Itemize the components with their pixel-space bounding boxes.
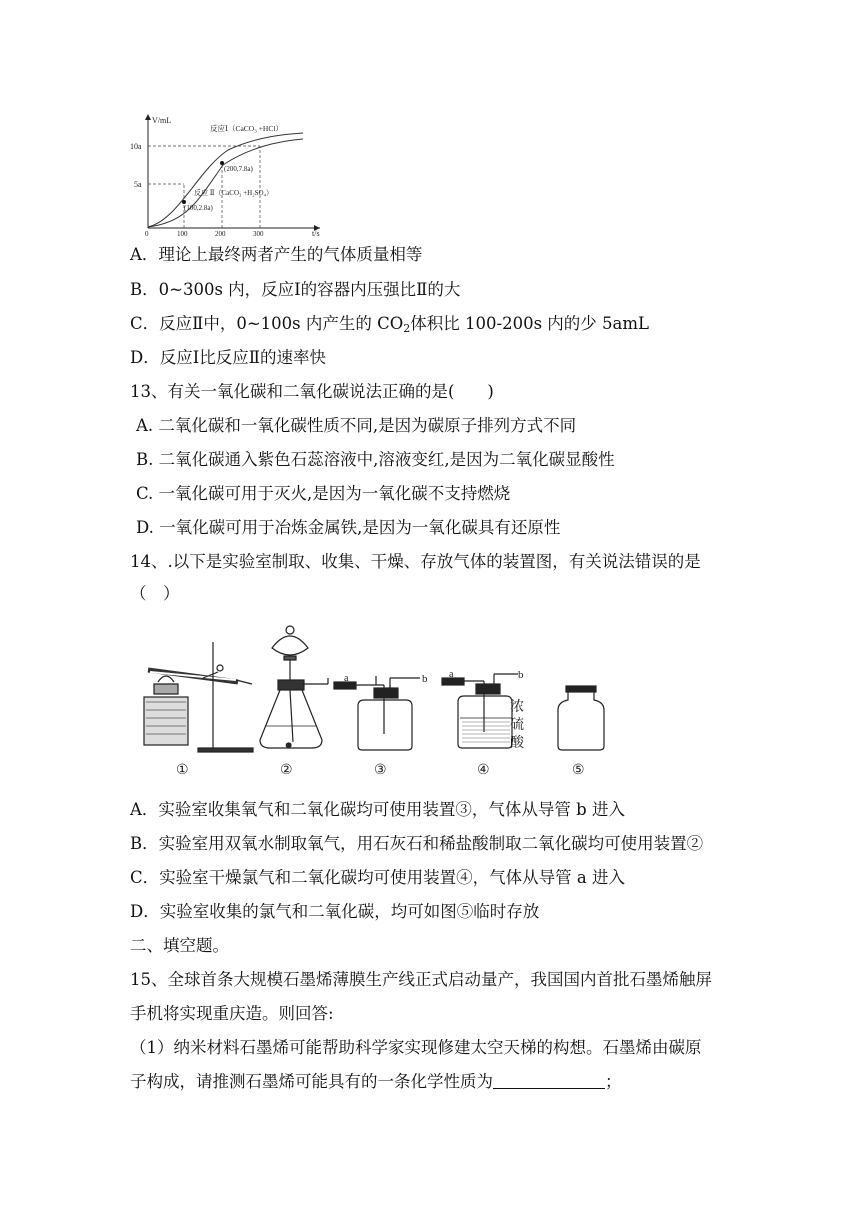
q12-c-post: 体积比 100-200s 内的少 5amL [410,314,649,333]
q12-c-pre: C．反应Ⅱ中，0~100s 内产生的 CO [130,314,404,333]
curve2-label: 反应 Ⅱ（CaCO₃ +H₂SO₄） [194,189,274,197]
apparatus-3 [334,676,420,750]
answer-blank[interactable] [493,1072,605,1089]
section-heading: 二、填空题。 [130,936,229,955]
q14-option-d: D．实验室收集的氯气和二氧化碳，均可如图⑤临时存放 [130,902,540,921]
q14-stem: 14、.以下是实验室制取、收集、干燥、存放气体的装置图，有关说法错误的是 [130,552,701,571]
acid-label-2: 硫 [510,718,524,733]
q13-option-a: A. 二氧化碳和一氧化碳性质不同,是因为碳原子排列方式不同 [136,416,577,435]
tube-b-label-4: b [518,669,524,681]
apparatus-label-5: ⑤ [572,763,585,778]
q13-option-b: B. 二氧化碳通入紫色石蕊溶液中,溶液变红,是因为二氧化碳显酸性 [136,450,615,469]
x-tick-300: 300 [253,230,264,236]
q14-option-a: A．实验室收集氧气和二氧化碳均可使用装置③，气体从导管 b 进入 [130,800,625,819]
apparatus-5 [558,686,604,750]
tube-b-label-3: b [422,673,428,685]
q12-option-b: B．0~300s 内，反应Ⅰ的容器内压强比Ⅱ的大 [130,280,461,299]
point1-label: (200,7.8a) [224,165,253,173]
y-tick-5a: 5a [134,180,142,189]
apparatus-1 [144,642,253,752]
q15-line2: 手机将实现重庆造。则回答: [130,1004,334,1023]
q14-option-b: B．实验室用双氧水制取氧气，用石灰石和稀盐酸制取二氧化碳均可使用装置② [130,834,704,853]
q15-line4 [130,1071,622,1093]
x-tick-100: 100 [177,230,188,236]
q13-option-c: C. 一氧化碳可用于灭火,是因为一氧化碳不支持燃烧 [136,484,511,503]
tube-a-label-3: a [344,673,349,684]
curve1-label: 反应Ⅰ（CaCO₃ +HCl） [210,124,283,133]
acid-label-3: 酸 [510,736,524,751]
q15-line4-end: ； [605,1072,622,1091]
apparatus-label-3: ③ [374,763,387,778]
x-axis-label: t/s [312,229,320,236]
q15-line3: （1）纳米材料石墨烯可能帮助科学家实现修建太空天梯的构想。石墨烯由碳原 [130,1038,702,1057]
q12-option-a: A．理论上最终两者产生的气体质量相等 [130,245,423,264]
apparatus-label-4: ④ [477,763,490,778]
x-tick-200: 200 [215,230,226,236]
apparatus-label-2: ② [280,763,293,778]
q14-paren: （ ） [130,584,180,603]
tube-a-label-4: a [449,669,454,680]
apparatus-4 [442,674,518,748]
x-tick-0: 0 [145,230,149,236]
acid-label-1: 浓 [510,700,524,715]
q15-line1: 15、全球首条大规模石墨烯薄膜生产线正式启动量产，我国国内首批石墨烯触屏 [130,970,712,989]
apparatus-2 [260,626,328,749]
y-axis-label: V/mL [152,116,172,125]
y-tick-10a: 10a [130,142,142,151]
q15-line4-text: 子构成，请推测石墨烯可能具有的一条化学性质为 [130,1072,493,1091]
q12-option-d: D．反应Ⅰ比反应Ⅱ的速率快 [130,348,326,367]
q12-option-c [130,313,649,340]
lab-apparatus-figure [138,622,608,782]
q13-option-d: D. 一氧化碳可用于冶炼金属铁,是因为一氧化碳具有还原性 [136,518,561,537]
q12-c-sub: 2 [403,322,411,335]
reaction-volume-graph [128,110,328,236]
svg-text:ω: ω [286,740,292,749]
point2-label: (100,2.8a) [184,204,213,212]
q13-stem: 13、有关一氧化碳和二氧化碳说法正确的是( ) [130,382,494,401]
q14-option-c: C．实验室干燥氯气和二氧化碳均可使用装置④，气体从导管 a 进入 [130,868,625,887]
apparatus-label-1: ① [176,763,189,778]
